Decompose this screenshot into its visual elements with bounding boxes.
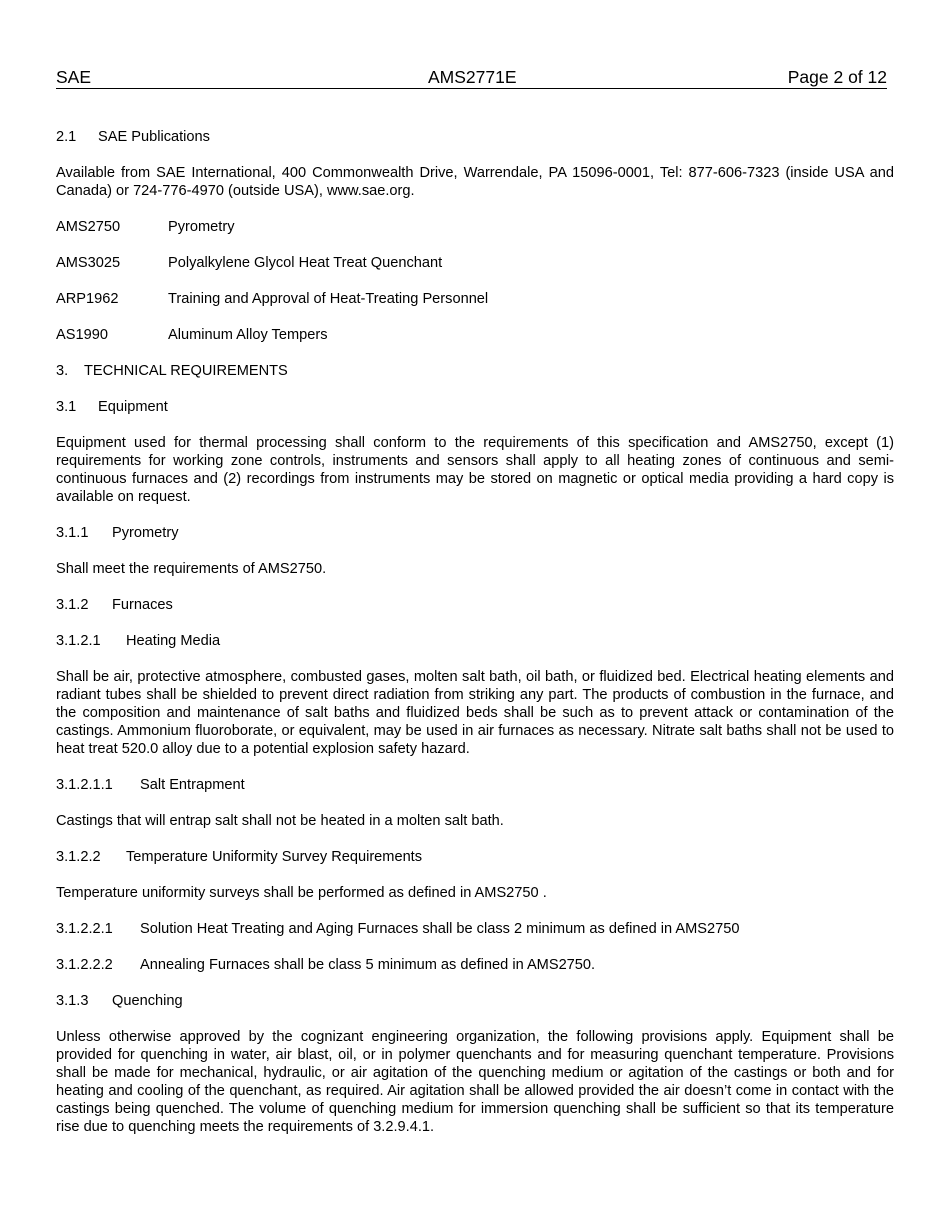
section-title: SAE Publications	[98, 129, 210, 145]
reference-code: AMS2750	[56, 219, 121, 235]
header-doc-number: AMS2771E	[428, 67, 517, 87]
section-heading-3-1-1	[56, 524, 894, 542]
section-number: 3.1.3	[56, 993, 89, 1009]
section-number: 3.1.2.1	[56, 633, 101, 649]
section-heading-3-1-2-2	[56, 848, 894, 866]
section-number: 3.1.1	[56, 525, 89, 541]
reference-title: Pyrometry	[168, 219, 235, 235]
section-heading-3-1-3	[56, 992, 894, 1010]
section-number: 3.	[56, 363, 69, 379]
reference-code: AS1990	[56, 327, 108, 343]
paragraph-3-1-1: Shall meet the requirements of AMS2750.	[56, 561, 327, 577]
paragraph-2-1: Available from SAE International, 400 Commonwealth Drive, Warrendale, PA 15096-0001, Tel: 877-606-7323 (inside USA and Canada) or 724-776-4970 (outside USA), www.sae.org.	[56, 165, 894, 199]
section-text: Annealing Furnaces shall be class 5 minimum as defined in AMS2750.	[140, 957, 596, 973]
reference-code: AMS3025	[56, 255, 121, 271]
section-3-1-2-2-1	[56, 920, 894, 938]
section-title: Temperature Uniformity Survey Requirements	[126, 849, 423, 865]
paragraph-3-1-2-2: Temperature uniformity surveys shall be performed as defined in AMS2750 .	[56, 885, 547, 901]
section-heading-3-1-2	[56, 596, 894, 614]
section-number: 2.1	[56, 129, 77, 145]
reference-item	[56, 254, 894, 272]
reference-item	[56, 218, 894, 236]
section-heading-3	[56, 362, 894, 380]
section-title: Heating Media	[126, 633, 221, 649]
section-number: 3.1.2.2.1	[56, 921, 113, 937]
reference-item	[56, 290, 894, 308]
section-number: 3.1.2.2	[56, 849, 101, 865]
section-3-1-2-2-2	[56, 956, 894, 974]
section-title: TECHNICAL REQUIREMENTS	[84, 363, 288, 379]
paragraph-3-1: Equipment used for thermal processing shall conform to the requirements of this specification and AMS2750, except (1) requirements for working zone controls, instruments and sensors shall apply to all heating zones of continuous and semi-continuous furnaces and (2) recordings from instruments may be stored on magnetic or optical media providing a hard copy is available on request.	[56, 435, 894, 505]
paragraph-3-1-3: Unless otherwise approved by the cognizant engineering organization, the following provisions apply. Equipment shall be provided for quenching in water, air blast, oil, or in polymer quenchants and for measuring quenchant temperature. Provisions shall be made for mechanical, hydraulic, or air agitation of the quenching medium or agitation of the castings or both and for heating and cooling of the quenchant, as required. Air agitation shall be allowed provided the air doesn’t come in contact with the castings being quenched. The volume of quenching medium for immersion quenching shall be sufficient so that its temperature rise due to quenching meets the requirements of 3.2.9.4.1.	[56, 1029, 894, 1135]
section-number: 3.1	[56, 399, 77, 415]
section-heading-3-1-2-1	[56, 632, 894, 650]
section-text: Solution Heat Treating and Aging Furnaces shall be class 2 minimum as defined in AMS2750	[140, 921, 740, 937]
section-number: 3.1.2.2.2	[56, 957, 113, 973]
header-page-number: Page 2 of 12	[787, 67, 887, 87]
reference-title: Polyalkylene Glycol Heat Treat Quenchant	[168, 255, 443, 271]
document-body	[56, 128, 894, 1154]
section-number: 3.1.2.1.1	[56, 777, 113, 793]
section-heading-3-1-2-1-1	[56, 776, 894, 794]
reference-code: ARP1962	[56, 291, 119, 307]
section-title: Salt Entrapment	[140, 777, 245, 793]
paragraph-3-1-2-1: Shall be air, protective atmosphere, combusted gases, molten salt bath, oil bath, or fluidized bed. Electrical heating elements and radiant tubes shall be shielded to prevent direct radiation from striking any part. The products of combustion in the furnace, and the composition and maintenance of salt baths and fluidized beds shall be such as to prevent attack or contamination of the castings. Ammonium fluoroborate, or equivalent, may be used in air furnaces as necessary. Nitrate salt baths shall not be used to heat treat 520.0 alloy due to a potential explosion safety hazard.	[56, 669, 894, 757]
section-heading-2-1	[56, 128, 894, 146]
paragraph-3-1-2-1-1: Castings that will entrap salt shall not be heated in a molten salt bath.	[56, 813, 504, 829]
section-title: Quenching	[112, 993, 183, 1009]
section-title: Equipment	[98, 399, 168, 415]
section-number: 3.1.2	[56, 597, 89, 613]
reference-title: Training and Approval of Heat-Treating Personnel	[168, 291, 489, 307]
reference-item	[56, 326, 894, 344]
page-header	[56, 66, 887, 89]
section-title: Pyrometry	[112, 525, 179, 541]
header-org: SAE	[56, 67, 92, 87]
reference-title: Aluminum Alloy Tempers	[168, 327, 328, 343]
section-title: Furnaces	[112, 597, 173, 613]
section-heading-3-1	[56, 398, 894, 416]
